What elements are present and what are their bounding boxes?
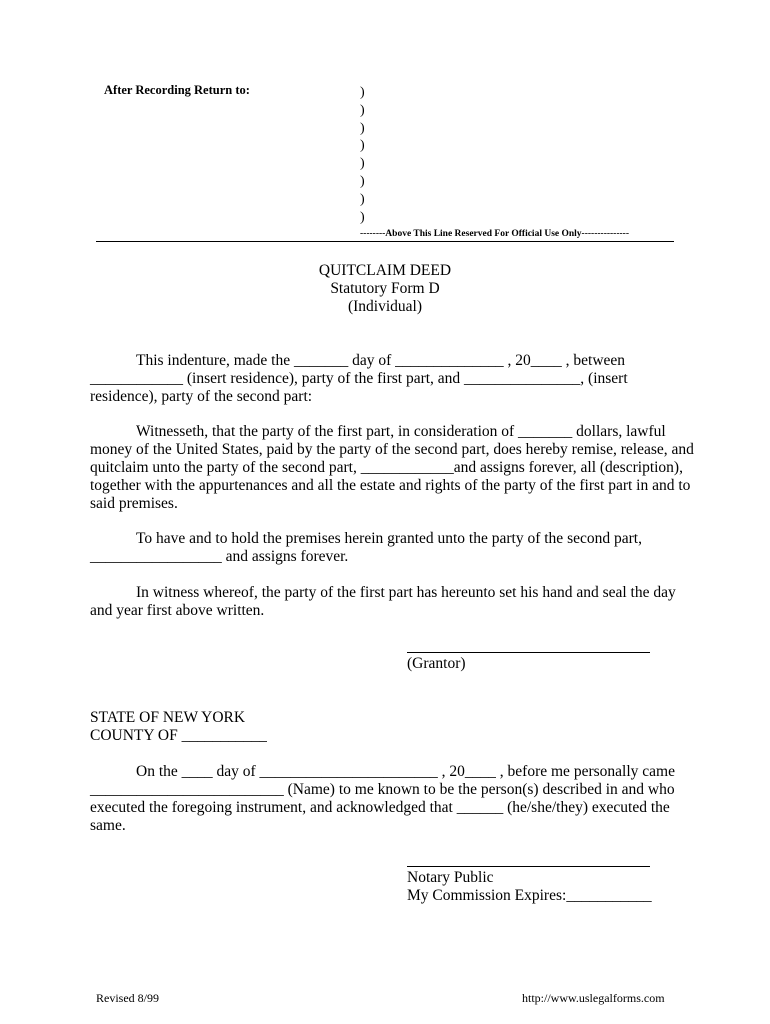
para5-line-1: On the ____ day of _______________________ , 20____ , before me personally came (136, 763, 675, 780)
para4-line-2: and year first above written. (90, 602, 265, 619)
paren: ) (360, 156, 365, 172)
venue-state: STATE OF NEW YORK (90, 709, 246, 726)
para2-line-4: together with the appurtenances and all the estate and rights of the party of the first part in and to (90, 477, 691, 494)
notary-label: Notary Public (407, 869, 494, 886)
revised-date: Revised 8/99 (96, 991, 159, 1005)
footer-url[interactable]: http://www.uslegalforms.com (522, 991, 665, 1005)
deed-title (0, 262, 770, 316)
grantor-label: (Grantor) (407, 655, 466, 672)
para2-line-5: said premises. (90, 495, 178, 512)
paren: ) (360, 209, 365, 225)
para4-line-1: In witness whereof, the party of the first part has hereunto set his hand and seal the day (136, 584, 676, 601)
para5-line-3: executed the foregoing instrument, and acknowledged that ______ (he/she/they) executed the (90, 799, 670, 816)
para2-line-1: Witnesseth, that the party of the first part, in consideration of _______ dollars, lawful (136, 423, 666, 440)
notary-commission: My Commission Expires:___________ (407, 887, 652, 904)
paren: ) (360, 102, 365, 118)
title-line-3: (Individual) (347, 298, 423, 315)
paren: ) (360, 173, 365, 189)
notary-signature-line (407, 866, 650, 867)
header-divider (96, 241, 674, 242)
para1-line-3: residence), party of the second part: (90, 388, 313, 405)
para1-line-2: ____________ (insert residence), party of the first part, and _______________, (insert (90, 370, 628, 387)
paren: ) (360, 191, 365, 207)
grantor-signature-line (407, 652, 650, 653)
official-use-notice: --------Above This Line Reserved For Official Use Only--------------- (360, 229, 630, 239)
para2-line-2: money of the United States, paid by the party of the second part, does hereby remise, release, and (90, 441, 694, 458)
paren: ) (360, 85, 365, 100)
para1-line-1: This indenture, made the _______ day of ______________ , 20____ , between (136, 352, 626, 369)
para5-line-2: _________________________ (Name) to me known to be the person(s) described in and who (90, 781, 675, 798)
paren: ) (360, 138, 365, 154)
venue-county: COUNTY OF ___________ (90, 727, 267, 744)
para3-line-2: _________________ and assigns forever. (90, 548, 349, 565)
title-line-2: Statutory Form D (330, 280, 440, 297)
title-line-1: QUITCLAIM DEED (318, 262, 452, 279)
recording-parentheses (360, 84, 372, 226)
return-to-label: After Recording Return to: (104, 83, 250, 97)
para2-line-3: quitclaim unto the party of the second part, ____________and assigns forever, all (description), (90, 459, 683, 476)
para5-line-4: same. (90, 817, 126, 834)
paren: ) (360, 120, 365, 136)
para3-line-1: To have and to hold the premises herein granted unto the party of the second part, (136, 530, 642, 547)
